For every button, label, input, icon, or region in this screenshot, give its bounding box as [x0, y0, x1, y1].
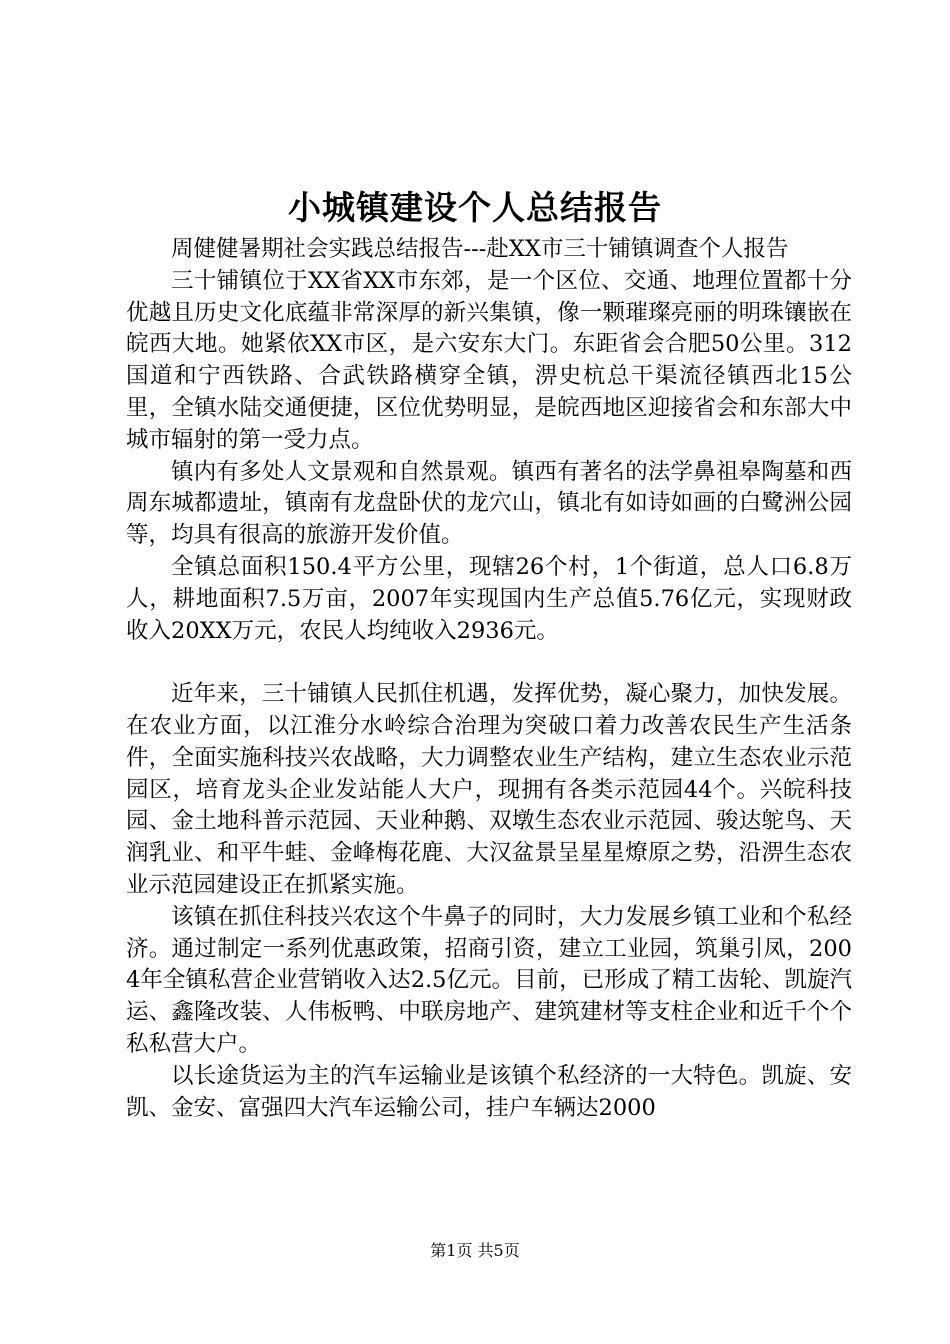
paragraph: 近年来，三十铺镇人民抓住机遇，发挥优势，凝心聚力，加快发展。在农业方面，以江淮分水岭综合治理为突破口着力改善农民生产生活条件，全面实施科技兴农战略，大力调整农业生产结构，建立生态农业示范园区，培育龙头企业发站能人大户，现拥有各类示范园44个。兴皖科技园、金土地科普示范园、天业种鹅、双墩生态农业示范园、骏达鸵鸟、天润乳业、和平牛蛙、金峰梅花鹿、大汉盆景呈星星燎原之势，沿淠生态农业示范园建设正在抓紧实施。 — [126, 681, 852, 898]
document-title: 小城镇建设个人总结报告 — [288, 188, 662, 227]
paragraph-spacer — [126, 647, 852, 679]
paragraph: 以长途货运为主的汽车运输业是该镇个私经济的一大特色。凯旋、安凯、金安、富强四大汽车运输公司，挂户车辆达2000 — [126, 1062, 852, 1121]
paragraph: 全镇总面积150.4平方公里，现辖26个村，1个街道，总人口6.8万人，耕地面积7.5万亩，2007年实现国内生产总值5.76亿元，实现财政收入20XX万元，农民人均纯收入2936元。 — [126, 553, 852, 644]
document-body — [126, 234, 852, 1124]
page-number-footer: 第1页 共5页 — [430, 1241, 520, 1260]
paragraph: 镇内有多处人文景观和自然景观。镇西有著名的法学鼻祖皋陶墓和西周东城都遗址，镇南有龙盘卧伏的龙穴山，镇北有如诗如画的白鹭洲公园等，均具有很高的旅游开发价值。 — [126, 458, 852, 549]
paragraph: 三十铺镇位于XX省XX市东郊，是一个区位、交通、地理位置都十分优越且历史文化底蕴非常深厚的新兴集镇，像一颗璀璨亮丽的明珠镶嵌在皖西大地。她紧依XX市区，是六安东大门。东距省会合肥50公里。312国道和宁西铁路、合武铁路横穿全镇，淠史杭总干渠流径镇西北15公里，全镇水陆交通便捷，区位优势明显，是皖西地区迎接省会和东部大中城市辐射的第一受力点。 — [126, 267, 852, 453]
paragraph: 周健健暑期社会实践总结报告---赴XX市三十铺镇调查个人报告 — [171, 236, 789, 262]
paragraph: 该镇在抓住科技兴农这个牛鼻子的同时，大力发展乡镇工业和个私经济。通过制定一系列优惠政策，招商引资，建立工业园，筑巢引凤，2004年全镇私营企业营销收入达2.5亿元。目前，已形成了精工齿轮、凯旋汽运、鑫隆改装、人伟板鸭、中联房地产、建筑建材等支柱企业和近千个个私私营大户。 — [126, 903, 852, 1057]
